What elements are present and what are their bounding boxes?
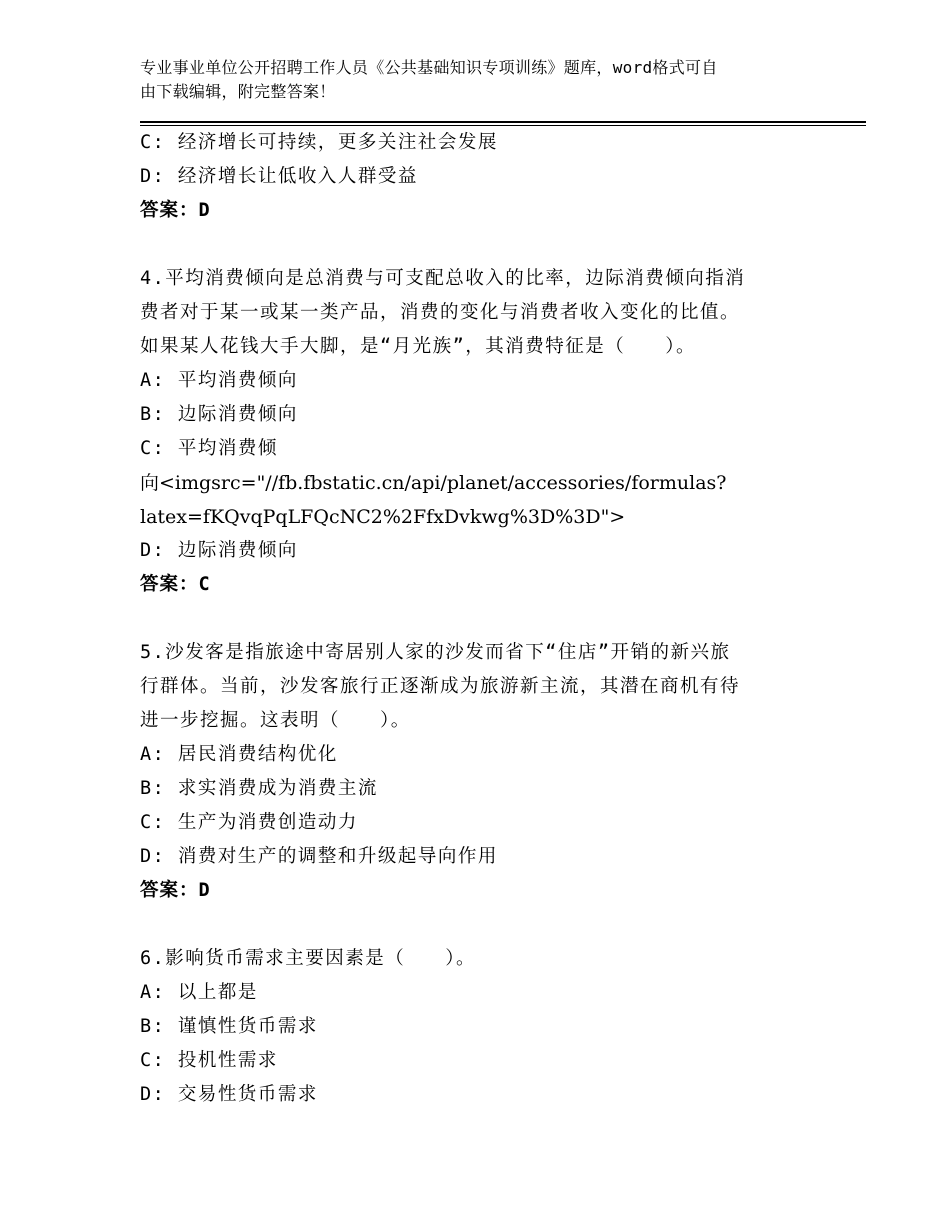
spacer [140,908,840,942]
header-divider-thick [140,121,866,123]
option-a: A: 以上都是 [140,982,258,1003]
option-d: D: 交易性货币需求 [140,1084,318,1105]
question-list [140,126,840,1112]
option-b: B: 边际消费倾向 [140,404,298,425]
answer-label: 答案：C [140,574,211,595]
header-line-2: 由下载编辑，附完整答案！ [140,82,336,101]
spacer [140,602,840,636]
question-stem-line: 如果某人花钱大手大脚，是“月光族”，其消费特征是（ ）。 [140,336,697,357]
answer-label: 答案：D [140,880,211,901]
option-c: C: 生产为消费创造动力 [140,812,358,833]
option-d: D: 消费对生产的调整和升级起导向作用 [140,846,498,867]
option-c-continued: latex=fKQvqPqLFQcNC2%2FfxDvkwg%3D%3D"> [140,506,626,528]
option-b: B: 求实消费成为消费主流 [140,778,378,799]
question-stem-line: 行群体。当前，沙发客旅行正逐渐成为旅游新主流，其潜在商机有待 [140,676,741,697]
question-block-6 [140,942,840,1112]
question-stem-line: 4.平均消费倾向是总消费与可支配总收入的比率，边际消费倾向指消 [140,268,746,289]
option-a: A: 平均消费倾向 [140,370,298,391]
option-d: D: 边际消费倾向 [140,540,298,561]
question-stem-line: 5.沙发客是指旅途中寄居别人家的沙发而省下“住店”开销的新兴旅 [140,642,731,663]
option-b: B: 谨慎性货币需求 [140,1016,318,1037]
page-header [140,56,830,104]
header-line-1: 专业事业单位公开招聘工作人员《公共基础知识专项训练》题库，word格式可自 [140,58,718,77]
option-a: A: 居民消费结构优化 [140,744,338,765]
option-d: D: 经济增长让低收入人群受益 [140,166,418,187]
option-c-continued: 向<imgsrc="//fb.fbstatic.cn/api/planet/accessories/formulas? [140,472,727,494]
question-stem-line: 进一步挖掘。这表明（ ）。 [140,710,411,731]
question-stem-line: 费者对于某一或某一类产品，消费的变化与消费者收入变化的比值。 [140,302,741,323]
option-c: C: 投机性需求 [140,1050,278,1071]
question-block-previous [140,126,840,228]
answer-label: 答案：D [140,200,211,221]
option-c: C: 经济增长可持续，更多关注社会发展 [140,132,498,153]
option-c: C: 平均消费倾 [140,438,278,459]
spacer [140,228,840,262]
question-stem-line: 6.影响货币需求主要因素是（ ）。 [140,948,477,969]
question-block-5 [140,636,840,908]
question-block-4 [140,262,840,602]
